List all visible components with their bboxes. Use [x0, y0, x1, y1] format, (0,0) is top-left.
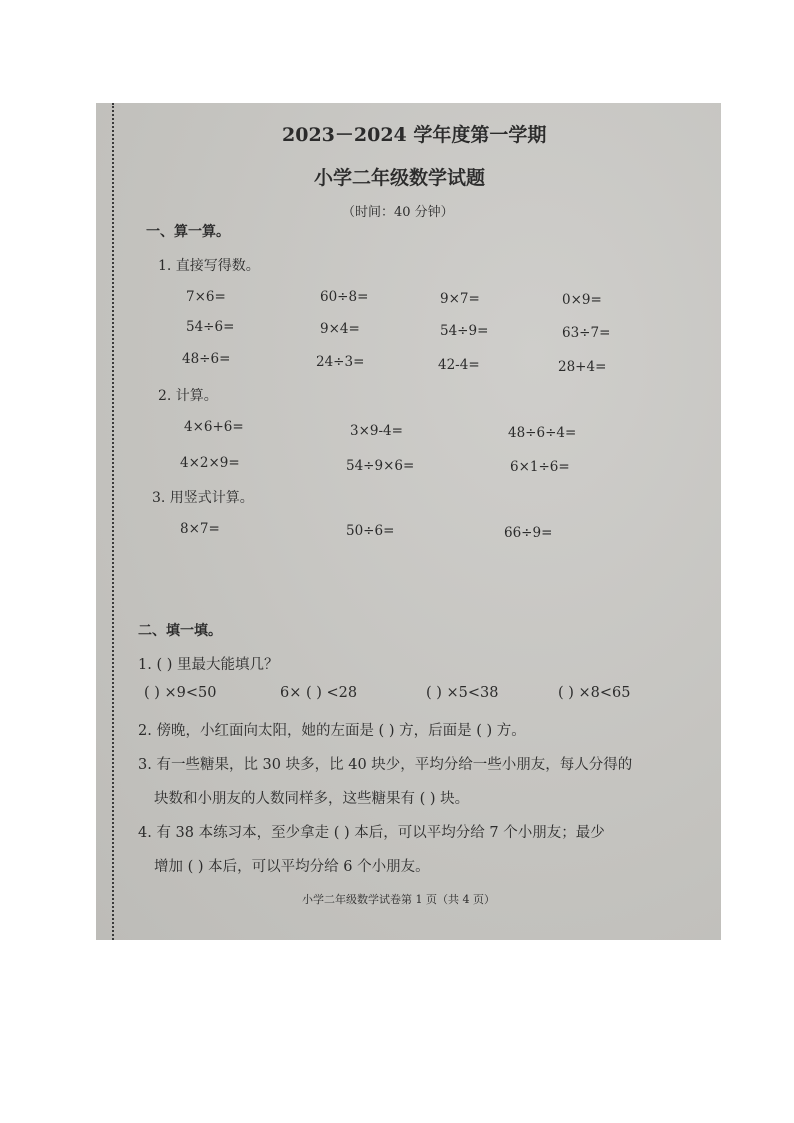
fill-item: ( ) ×8<65 [558, 685, 631, 701]
calc-item: 63÷7= [562, 325, 611, 341]
section-two-heading: 二、填一填。 [138, 623, 222, 639]
fill-q3-line2: 块数和小朋友的人数同样多，这些糖果有 ( ) 块。 [154, 791, 470, 807]
fill-q3-line1: 3. 有一些糖果，比 30 块多，比 40 块少，平均分给一些小朋友，每人分得的 [138, 757, 633, 773]
exam-time: （时间：40 分钟） [342, 205, 454, 220]
calc-item: 8×7= [180, 521, 220, 537]
calc-item: 4×2×9= [180, 455, 240, 471]
q1-label: 1. 直接写得数。 [158, 258, 260, 274]
fill-item: ( ) ×9<50 [144, 685, 217, 701]
calc-item: 66÷9= [504, 525, 553, 541]
calc-item: 48÷6÷4= [508, 425, 577, 441]
exam-paper [96, 103, 721, 940]
fill-item: 6× ( ) <28 [280, 685, 358, 701]
q3-label: 3. 用竖式计算。 [152, 490, 254, 506]
calc-item: 60÷8= [320, 289, 369, 305]
calc-item: 42-4= [438, 357, 480, 373]
exam-subtitle: 小学二年级数学试题 [314, 167, 486, 189]
q2-label: 2. 计算。 [158, 388, 218, 404]
calc-item: 50÷6= [346, 523, 395, 539]
fill-q2: 2. 傍晚，小红面向太阳，她的左面是 ( ) 方，后面是 ( ) 方。 [138, 723, 526, 739]
calc-item: 6×1÷6= [510, 459, 570, 475]
section-one-heading: 一、算一算。 [146, 224, 230, 240]
page-footer: 小学二年级数学试卷第 1 页（共 4 页） [302, 893, 495, 906]
calc-item: 28+4= [558, 359, 607, 375]
calc-item: 0×9= [562, 292, 602, 308]
calc-item: 54÷9= [440, 323, 489, 339]
fill-q4-line2: 增加 ( ) 本后，可以平均分给 6 个小朋友。 [154, 859, 430, 875]
fill-q4-line1: 4. 有 38 本练习本，至少拿走 ( ) 本后，可以平均分给 7 个小朋友；最少 [138, 825, 605, 841]
calc-item: 24÷3= [316, 354, 365, 370]
calc-item: 54÷9×6= [346, 458, 415, 474]
fill-item: ( ) ×5<38 [426, 685, 499, 701]
calc-item: 4×6+6= [184, 419, 244, 435]
calc-item: 9×7= [440, 291, 480, 307]
binding-dotted-line [112, 103, 114, 940]
calc-item: 48÷6= [182, 351, 231, 367]
calc-item: 7×6= [186, 289, 226, 305]
exam-title: 2023－2024 学年度第一学期 [282, 124, 547, 146]
fill-q1-text: 1. ( ) 里最大能填几？ [138, 657, 279, 673]
calc-item: 9×4= [320, 321, 360, 337]
calc-item: 3×9-4= [350, 423, 403, 439]
calc-item: 54÷6= [186, 319, 235, 335]
